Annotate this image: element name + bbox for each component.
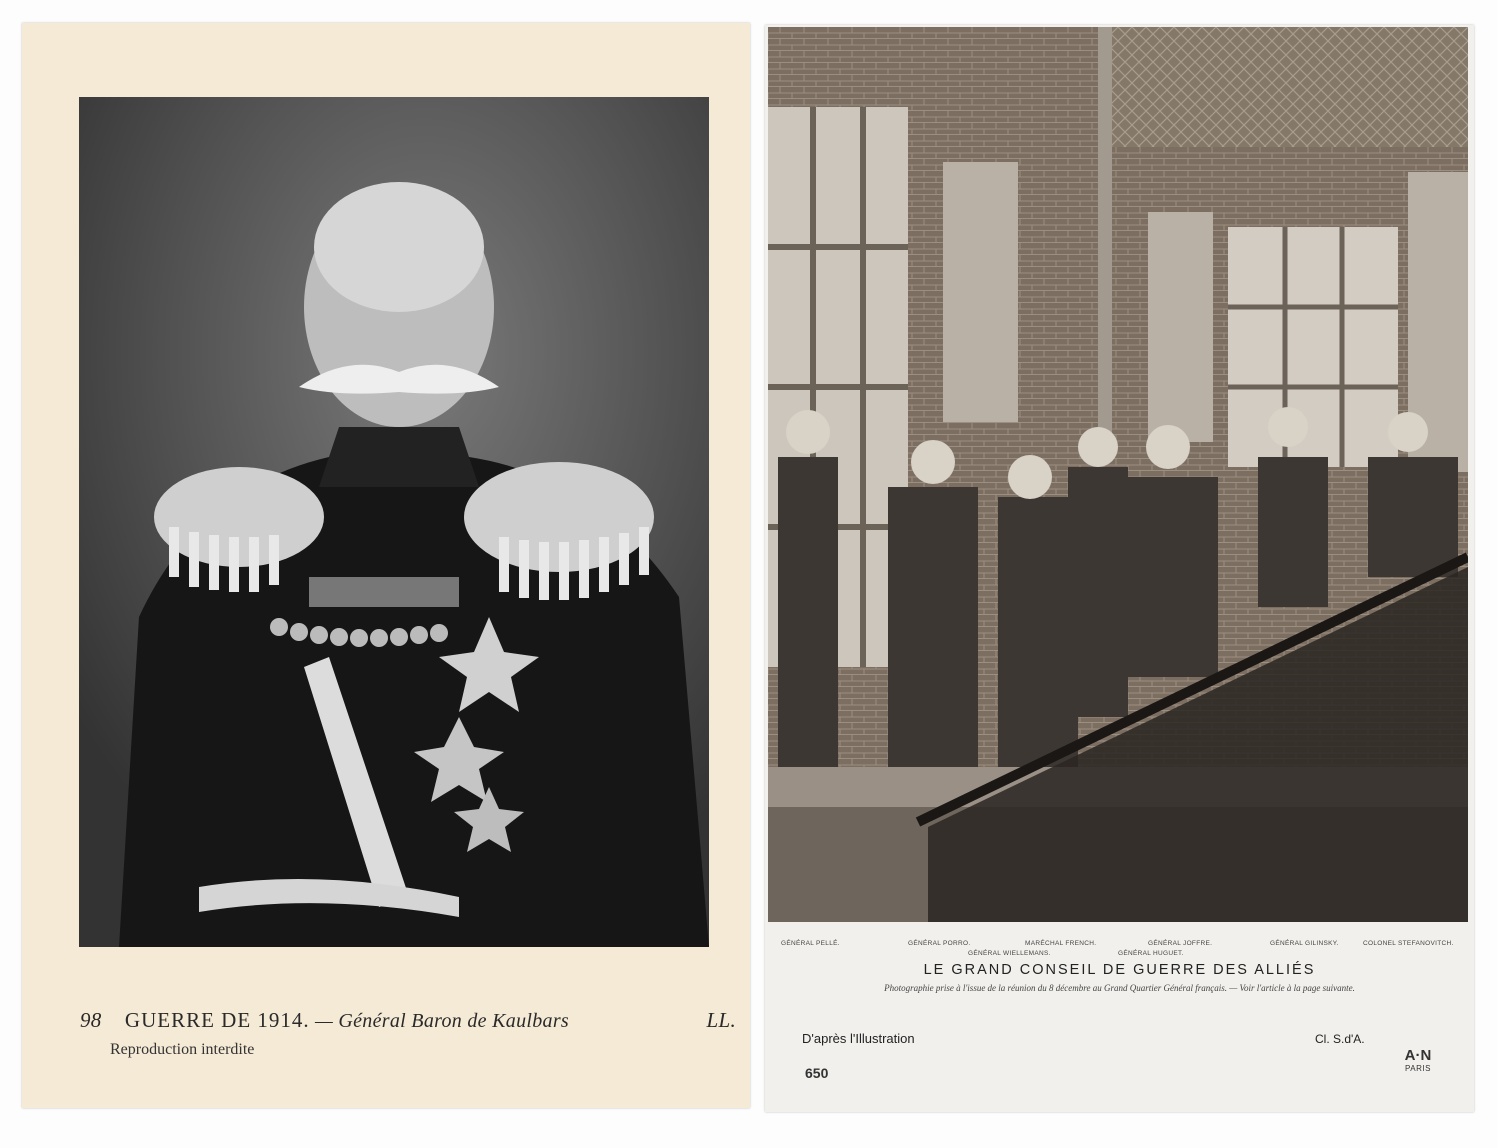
name-label: GÉNÉRAL PELLÉ. [781, 940, 840, 947]
name-label: COLONEL STEFANOVITCH. [1363, 940, 1454, 947]
publisher-mark: LL. [706, 1008, 736, 1032]
card-number: 650 [805, 1065, 829, 1081]
postcard-right [765, 25, 1474, 1112]
council-photo [768, 27, 1468, 922]
officer-names [773, 940, 1463, 964]
card-headline: LE GRAND CONSEIL DE GUERRE DES ALLIÉS [923, 962, 1316, 978]
reproduction-notice: Reproduction interdite [110, 1041, 255, 1058]
card-subject: — Général Baron de Kaulbars [314, 1010, 570, 1032]
card-title: GUERRE DE 1914. [124, 1008, 310, 1032]
name-label: GÉNÉRAL JOFFRE. [1148, 940, 1213, 947]
series-mark: Cl. S.d'A. [1315, 1032, 1365, 1046]
publisher-logo [1401, 1047, 1435, 1073]
logo-initials: A·N [1404, 1047, 1432, 1064]
name-label: GÉNÉRAL HUGUET. [1118, 950, 1184, 957]
name-label: GÉNÉRAL GILINSKY. [1270, 940, 1339, 947]
source-credit: D'après l'Illustration [802, 1031, 915, 1046]
card-number: 98 [80, 1008, 102, 1032]
name-label: GÉNÉRAL PORRO. [908, 940, 971, 947]
name-label: GÉNÉRAL WIELLEMANS. [968, 950, 1051, 957]
card-subheadline: Photographie prise à l'issue de la réunion du 8 décembre au Grand Quartier Général français. — Voir l'article à la page suivante. [884, 983, 1355, 993]
portrait-photo [79, 97, 709, 947]
left-caption [80, 1008, 736, 1033]
postcard-left [22, 23, 750, 1108]
name-label: MARÉCHAL FRENCH. [1025, 940, 1097, 947]
logo-city: PARIS [1405, 1064, 1431, 1073]
